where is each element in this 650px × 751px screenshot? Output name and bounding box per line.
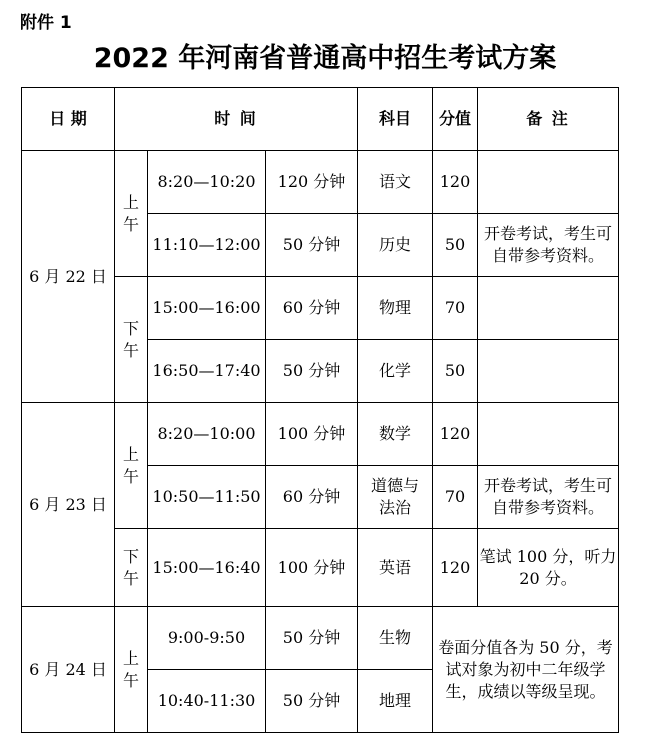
table-row	[22, 403, 619, 466]
table-row	[22, 607, 619, 670]
exam-score: 120	[433, 151, 478, 214]
period-morning: 上 午	[115, 607, 148, 733]
exam-time: 10:50—11:50	[148, 466, 266, 529]
exam-duration: 120 分钟	[266, 151, 358, 214]
exam-time: 16:50—17:40	[148, 340, 266, 403]
date-cell: 6 月 22 日	[22, 151, 115, 403]
header-remarks: 备 注	[478, 88, 619, 151]
exam-duration: 100 分钟	[266, 529, 358, 607]
exam-subject: 英语	[358, 529, 433, 607]
exam-score: 70	[433, 466, 478, 529]
exam-score: 50	[433, 214, 478, 277]
exam-note: 笔试 100 分，听力 20 分。	[478, 529, 619, 607]
exam-duration: 60 分钟	[266, 466, 358, 529]
exam-note	[478, 151, 619, 214]
exam-score: 70	[433, 277, 478, 340]
exam-time: 8:20—10:20	[148, 151, 266, 214]
exam-subject: 物理	[358, 277, 433, 340]
exam-time: 15:00—16:00	[148, 277, 266, 340]
exam-subject: 数学	[358, 403, 433, 466]
exam-subject: 化学	[358, 340, 433, 403]
exam-subject: 语文	[358, 151, 433, 214]
exam-score: 120	[433, 529, 478, 607]
document-title: 2022 年河南省普通高中招生考试方案	[93, 43, 557, 74]
header-date: 日 期	[22, 88, 115, 151]
exam-time: 11:10—12:00	[148, 214, 266, 277]
exam-note	[478, 277, 619, 340]
date-cell: 6 月 24 日	[22, 607, 115, 733]
exam-duration: 50 分钟	[266, 607, 358, 670]
header-time: 时 间	[115, 88, 358, 151]
combined-note: 卷面分值各为 50 分，考试对象为初中二年级学生，成绩以等级呈现。	[433, 607, 619, 733]
header-row	[22, 88, 619, 151]
exam-score: 120	[433, 403, 478, 466]
header-subject: 科目	[358, 88, 433, 151]
exam-note	[478, 403, 619, 466]
exam-subject: 道德与法治	[358, 466, 433, 529]
exam-time: 9:00-9:50	[148, 607, 266, 670]
exam-duration: 50 分钟	[266, 340, 358, 403]
exam-subject: 地理	[358, 670, 433, 733]
exam-note	[478, 340, 619, 403]
header-score: 分值	[433, 88, 478, 151]
table-row	[22, 151, 619, 214]
exam-note: 开卷考试，考生可自带参考资料。	[478, 214, 619, 277]
period-afternoon: 下 午	[115, 529, 148, 607]
date-cell: 6 月 23 日	[22, 403, 115, 607]
exam-score: 50	[433, 340, 478, 403]
period-afternoon: 下 午	[115, 277, 148, 403]
exam-duration: 60 分钟	[266, 277, 358, 340]
exam-duration: 50 分钟	[266, 670, 358, 733]
exam-time: 15:00—16:40	[148, 529, 266, 607]
exam-duration: 100 分钟	[266, 403, 358, 466]
exam-duration: 50 分钟	[266, 214, 358, 277]
exam-time: 10:40-11:30	[148, 670, 266, 733]
exam-subject: 历史	[358, 214, 433, 277]
exam-time: 8:20—10:00	[148, 403, 266, 466]
exam-schedule-table	[21, 87, 619, 733]
exam-subject: 生物	[358, 607, 433, 670]
exam-note: 开卷考试，考生可自带参考资料。	[478, 466, 619, 529]
attachment-label: 附件 1	[20, 13, 72, 33]
period-morning: 上 午	[115, 403, 148, 529]
period-morning: 上 午	[115, 151, 148, 277]
